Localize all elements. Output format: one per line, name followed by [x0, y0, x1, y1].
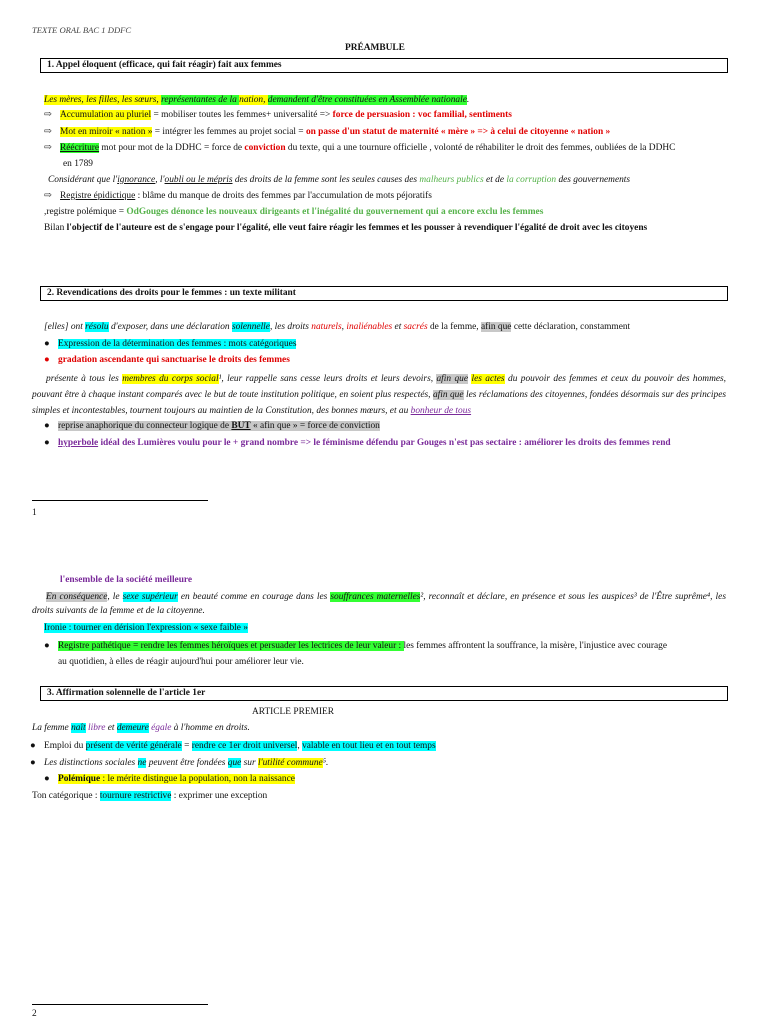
s3-b3-0: Polémique: [58, 774, 101, 784]
s1-q2-5: malheurs publics: [419, 175, 484, 185]
s2-bullet4: [44, 437, 671, 449]
s3-q0: La femme: [32, 723, 72, 733]
s2-bullet2: [44, 354, 290, 366]
s2-q12: cette déclaration, constamment: [511, 322, 631, 332]
sc-p4: souffrances maternelles: [330, 592, 421, 602]
section3-heading-box: [40, 686, 728, 701]
s2-b4-1: idéal des Lumières voulu pour le + grand nombre => le féminisme défendu par Gouges n'est pas sectaire : améliorer les droits des femmes rend: [98, 438, 671, 448]
sc-paragraph: [32, 590, 726, 618]
s3-bullet1: [30, 740, 436, 752]
s2-b3-0: reprise anaphorique du connecteur logique de: [58, 421, 232, 431]
s1-bullet3-cont: en 1789: [63, 159, 93, 169]
sc-p5: ², reconnaît et déclare, en présence et sous les auspices³ de l'Être suprême⁴, les droits suivants de la femme et de la citoyenne.: [32, 592, 726, 616]
footnote-1: 1: [32, 508, 37, 518]
s1-quote2: [48, 174, 630, 186]
s1-b1-0: Accumulation au pluriel: [60, 110, 152, 120]
s2-q8: et: [392, 322, 404, 332]
s2-q3: solennelle: [231, 322, 270, 332]
s1-q5: .: [466, 95, 470, 105]
s1-b4-1: : blâme du manque de droits des femmes par l'accumulation de mots péjoratifs: [135, 191, 432, 201]
s1-bullet1: [44, 109, 512, 121]
section1-heading-box: [40, 58, 728, 73]
s2-quote: [44, 321, 630, 333]
s1-bullet3: [44, 142, 675, 154]
s1-bullet5: [44, 206, 543, 218]
s1-q2-0: Considérant que l': [48, 175, 118, 185]
s2-bullet3: [44, 420, 380, 432]
sc-ironie: [44, 622, 248, 634]
s2-p7: afin que: [432, 390, 464, 400]
sc-p3: en beauté comme en courage dans les: [177, 592, 331, 602]
s1-b5-1: OdGouges dénonce les nouveaux dirigeants et l'inégalité du gouvernement qui a encore exclu les femmes: [126, 207, 544, 217]
s2-p5: les actes: [471, 374, 505, 384]
s1-b1-1: = mobiliser toutes les femmes+ universalité =>: [151, 110, 333, 120]
s3-b2-2: peuvent être fondées: [146, 758, 228, 768]
s2-q2: d'exposer, dans une déclaration: [108, 322, 232, 332]
s2-q4: , les droits: [269, 322, 312, 332]
s1-b4-0: Registre épidictique: [60, 191, 136, 201]
s2-b1: Expression de la détermination des femmes : mots catégoriques: [58, 339, 297, 349]
s3-bullet3: [44, 773, 295, 785]
arrow-icon: ⇨: [44, 127, 52, 137]
s1-q2-8: des gouvernements: [556, 175, 631, 185]
s2-p0: présente à tous les: [46, 374, 123, 384]
s1-q2: nation: [239, 95, 264, 105]
sc-p0: En conséquence: [46, 592, 108, 602]
s1-quote: [44, 94, 469, 106]
page-header: TEXTE ORAL BAC 1 DDFC: [32, 25, 132, 35]
sc-b1-1: les femmes affrontent la souffrance, la misère, l'injustice avec courage: [403, 641, 667, 651]
s1-bilan-1: l'objectif de l'auteure est de s'engage pour l'égalité, elle veut faire réagir les femmes et les pousser à revendiquer l'égalité de droit avec les citoyens: [66, 223, 648, 233]
s1-b2-2: on passe d'un statut de maternité « mère » => à celui de citoyenne « nation »: [305, 127, 611, 137]
section1-heading: 1. Appel éloquent (efficace, qui fait réagir) fait aux femmes: [47, 60, 282, 70]
s3-b2-6: ⁵.: [322, 758, 329, 768]
s2-p9: bonheur de tous: [410, 406, 472, 416]
s3-b1-5: valable en tout lieu et en tout temps: [302, 741, 436, 751]
s1-b3-0: Réécriture: [60, 143, 100, 153]
s2-p3: afin que: [436, 374, 469, 384]
s2-b3-2: « afin que » = force de conviction: [250, 421, 380, 431]
s3-b1-3: rendre ce 1er droit universel: [191, 741, 298, 751]
section3-heading: 3. Affirmation solennelle de l'article 1er: [47, 688, 206, 698]
sc-p1: , le: [107, 592, 123, 602]
s2-bullet1: [44, 338, 296, 350]
bullet-icon: ●: [30, 758, 36, 768]
s3-article-title: ARTICLE PREMIER: [252, 707, 334, 717]
s1-q2-4: des droits de la femme sont les seules causes des: [232, 175, 420, 185]
section2-heading-box: [40, 286, 728, 301]
arrow-icon: ⇨: [44, 143, 52, 153]
s2-b4-0: hyperbole: [58, 438, 99, 448]
page-title: PRÉAMBULE: [345, 43, 405, 53]
s1-q2-3: oubli ou le mépris: [164, 175, 233, 185]
s3-ton: [32, 790, 267, 802]
bullet-icon: ●: [44, 641, 50, 651]
s2-p8: les réclamations des citoyennes, fondées désormais sur des principes simples et incontestables, tournent toujours au maintien de la Constitution, des bonnes mœurs, et au: [32, 390, 727, 416]
sc-ironie-text: Ironie : tourner en dérision l'expression « sexe faible »: [44, 623, 248, 633]
s2-q7: inaliénables: [346, 322, 393, 332]
s3-b2-3: que: [227, 758, 242, 768]
s2-b2: gradation ascendante qui sanctuarise le droits des femmes: [58, 355, 290, 365]
s2-paragraph: [32, 371, 726, 419]
s3-q3: libre: [88, 723, 106, 733]
s1-q2-2: , l': [155, 175, 165, 185]
s2-q6: ,: [341, 322, 347, 332]
s1-b3-1: mot pour mot de la DDHC = force de: [99, 143, 245, 153]
s3-b1-0: Emploi du: [44, 741, 86, 751]
s1-q2-1: ignorance: [117, 175, 156, 185]
sc-bullet1: [44, 640, 667, 652]
s1-q4: demandent d'être constituées en Assemblée nationale: [267, 95, 467, 105]
s3-b2-5: l'utilité commune: [257, 758, 323, 768]
bullet-icon: ●: [44, 421, 50, 431]
s2-q11: afin que: [481, 322, 512, 332]
sc-p2: sexe supérieur: [122, 592, 178, 602]
s2-q1: résolu: [85, 322, 109, 332]
s3-q1: naît: [71, 723, 86, 733]
s1-b5-0: ,registre polémique =: [44, 207, 127, 217]
s2-p1: membres du corps social: [122, 374, 219, 384]
footnote-rule: [32, 1004, 208, 1005]
s3-b1-4: ,: [297, 741, 303, 751]
s3-b1-2: =: [181, 741, 192, 751]
s3-b1-1: présent de vérité générale: [85, 741, 182, 751]
bullet-icon: ●: [30, 741, 36, 751]
s3-q7: égale: [151, 723, 172, 733]
bullet-icon: ●: [44, 774, 50, 784]
s1-b3-3: du texte, qui a une tournure officielle , volonté de réhabiliter le droit des femmes, oubliées de la DDHC: [285, 143, 676, 153]
arrow-icon: ⇨: [44, 191, 52, 201]
bullet-icon: ●: [44, 438, 50, 448]
s1-b1-2: force de persuasion : voc familial, sentiments: [332, 110, 512, 120]
s1-q1: représentantes de la: [161, 95, 240, 105]
s1-q3: ,: [263, 95, 268, 105]
s1-b2-1: = intégrer les femmes au projet social =: [152, 127, 306, 137]
sc-title: l'ensemble de la société meilleure: [60, 575, 193, 585]
s1-b2-0: Mot en miroir « nation »: [60, 127, 153, 137]
s2-q0: [elles] ont: [44, 322, 86, 332]
s3-b3-1: : le mérite distingue la population, non la naissance: [100, 774, 295, 784]
s3-quote: [32, 722, 250, 734]
s3-ton-1: tournure restrictive: [99, 791, 172, 801]
footnote-2: 2: [32, 1009, 37, 1019]
bullet-icon: ●: [44, 339, 50, 349]
s2-q10: de la femme,: [427, 322, 481, 332]
s2-p6: du pouvoir des femmes et ceux du pouvoir des hommes, pouvant être à chaque instant comparés avec le but de toute institution politique, en soient plus respectés,: [32, 374, 726, 400]
s3-q5: demeure: [116, 723, 149, 733]
s2-p2: ¹, leur rappelle sans cesse leurs droits et leurs devoirs,: [218, 374, 437, 384]
arrow-icon: ⇨: [44, 110, 52, 120]
s3-ton-2: : exprimer une exception: [171, 791, 268, 801]
s3-b2-1: ne: [137, 758, 147, 768]
s3-b2-0: Les distinctions sociales: [44, 758, 138, 768]
s1-q0: Les mères, les filles, les sœurs,: [44, 95, 162, 105]
s3-ton-0: Ton catégorique :: [32, 791, 100, 801]
s3-q8: à l'homme en droits.: [171, 723, 250, 733]
bullet-icon: ●: [44, 355, 50, 365]
s2-b3-1: BUT: [231, 421, 251, 431]
s1-b3-2: conviction: [244, 143, 286, 153]
s1-bullet2: [44, 126, 610, 138]
s1-bilan-0: Bilan: [44, 223, 67, 233]
s1-q2-7: la corruption: [506, 175, 557, 185]
footnote-rule: [32, 500, 208, 501]
s1-bullet4: [44, 190, 432, 202]
sc-b1-0: Registre pathétique = rendre les femmes héroïques et persuader les lectrices de leur valeur :: [58, 641, 404, 651]
s1-q2-6: et de: [483, 175, 507, 185]
s3-q4: et: [105, 723, 117, 733]
s2-q9: sacrés: [403, 322, 428, 332]
s1-bilan: [44, 222, 647, 234]
s2-q5: naturels: [311, 322, 342, 332]
sc-bullet1-cont: au quotidien, à elles de réagir aujourd'hui pour améliorer leur vie.: [58, 657, 304, 667]
section2-heading: 2. Revendications des droits pour le femmes : un texte militant: [47, 288, 296, 298]
s3-b2-4: sur: [241, 758, 258, 768]
s3-bullet2: [30, 757, 328, 769]
